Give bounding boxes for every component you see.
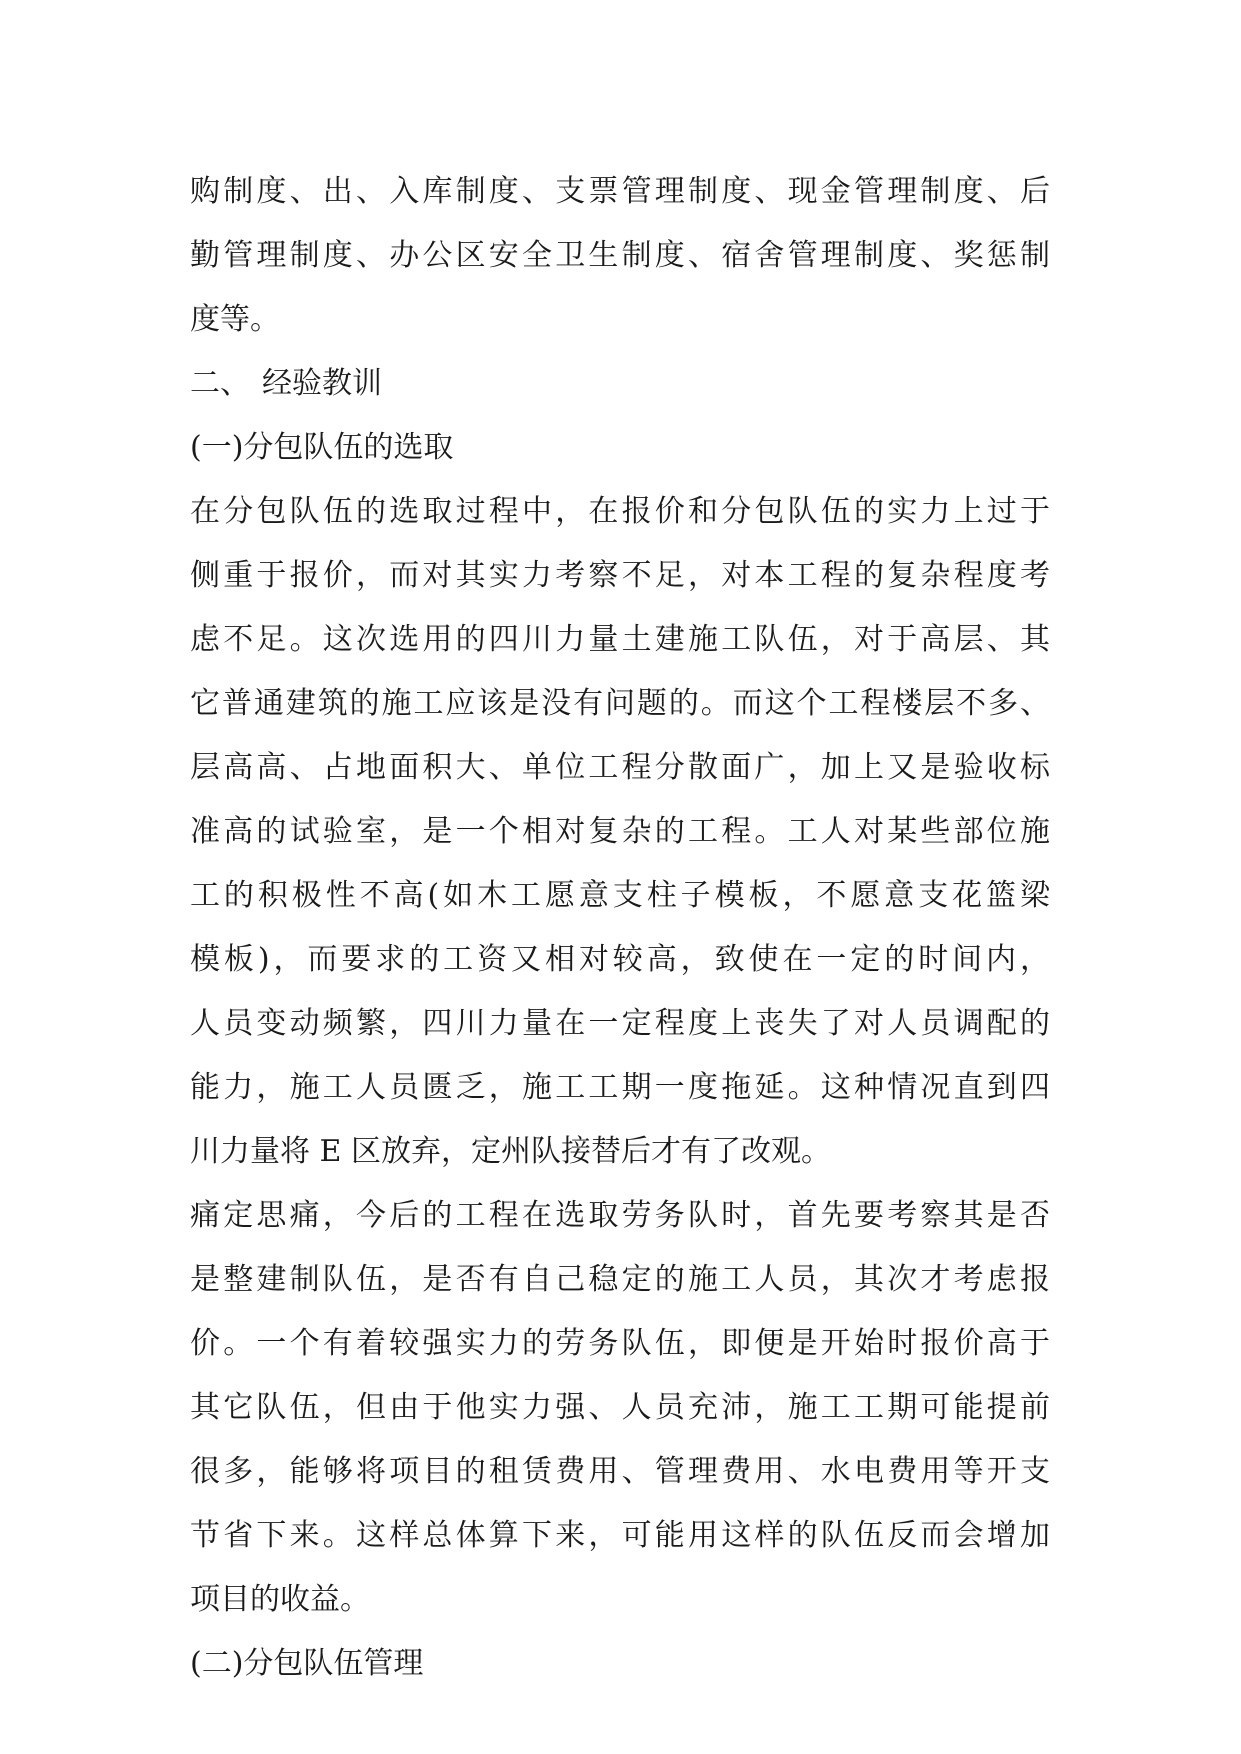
section-heading bbox=[190, 352, 1050, 416]
text-line: 层高高、占地面积大、单位工程分散面广，加上又是验收标 bbox=[190, 750, 1050, 785]
paragraph-lessons bbox=[190, 1184, 1050, 1632]
text-line: 其它队伍，但由于他实力强、人员充沛，施工工期可能提前 bbox=[190, 1390, 1050, 1425]
paragraph-regulations bbox=[190, 160, 1050, 352]
text-line: 购制度、出、入库制度、支票管理制度、现金管理制度、后 bbox=[190, 174, 1050, 209]
text-line: 它普通建筑的施工应该是没有问题的。而这个工程楼层不多、 bbox=[190, 686, 1050, 721]
text-line: 在分包队伍的选取过程中，在报价和分包队伍的实力上过于 bbox=[190, 494, 1050, 529]
subsection-heading: (一)分包队伍的选取 bbox=[190, 430, 454, 465]
text-line: 侧重于报价，而对其实力考察不足，对本工程的复杂程度考 bbox=[190, 558, 1050, 593]
text-line: 能力，施工人员匮乏，施工工期一度拖延。这种情况直到四 bbox=[190, 1070, 1050, 1105]
text-line: 勤管理制度、办公区安全卫生制度、宿舍管理制度、奖惩制 bbox=[190, 238, 1050, 273]
text-line: 价。一个有着较强实力的劳务队伍，即便是开始时报价高于 bbox=[190, 1326, 1050, 1361]
text-line: 川力量将 E 区放弃，定州队接替后才有了改观。 bbox=[190, 1134, 831, 1169]
text-line: 人员变动频繁，四川力量在一定程度上丧失了对人员调配的 bbox=[190, 1006, 1050, 1041]
text-line: 度等。 bbox=[190, 302, 280, 337]
text-line: 痛定思痛，今后的工程在选取劳务队时，首先要考察其是否 bbox=[190, 1198, 1050, 1233]
text-line: 准高的试验室，是一个相对复杂的工程。工人对某些部位施 bbox=[190, 814, 1050, 849]
text-line: 项目的收益。 bbox=[190, 1582, 370, 1617]
paragraph-selection bbox=[190, 480, 1050, 1184]
text-line: 很多，能够将项目的租赁费用、管理费用、水电费用等开支 bbox=[190, 1454, 1050, 1489]
text-line: 模板)，而要求的工资又相对较高，致使在一定的时间内， bbox=[190, 942, 1050, 977]
document-page bbox=[190, 160, 1050, 1696]
text-line: 是整建制队伍，是否有自己稳定的施工人员，其次才考虑报 bbox=[190, 1262, 1050, 1297]
subsection-heading: (二)分包队伍管理 bbox=[190, 1646, 424, 1681]
section-number: 二、 bbox=[190, 366, 250, 401]
text-line: 虑不足。这次选用的四川力量土建施工队伍，对于高层、其 bbox=[190, 622, 1050, 657]
section-title: 经验教训 bbox=[262, 366, 382, 401]
text-line: 节省下来。这样总体算下来，可能用这样的队伍反而会增加 bbox=[190, 1518, 1050, 1553]
text-line: 工的积极性不高(如木工愿意支柱子模板，不愿意支花篮梁 bbox=[190, 878, 1050, 913]
